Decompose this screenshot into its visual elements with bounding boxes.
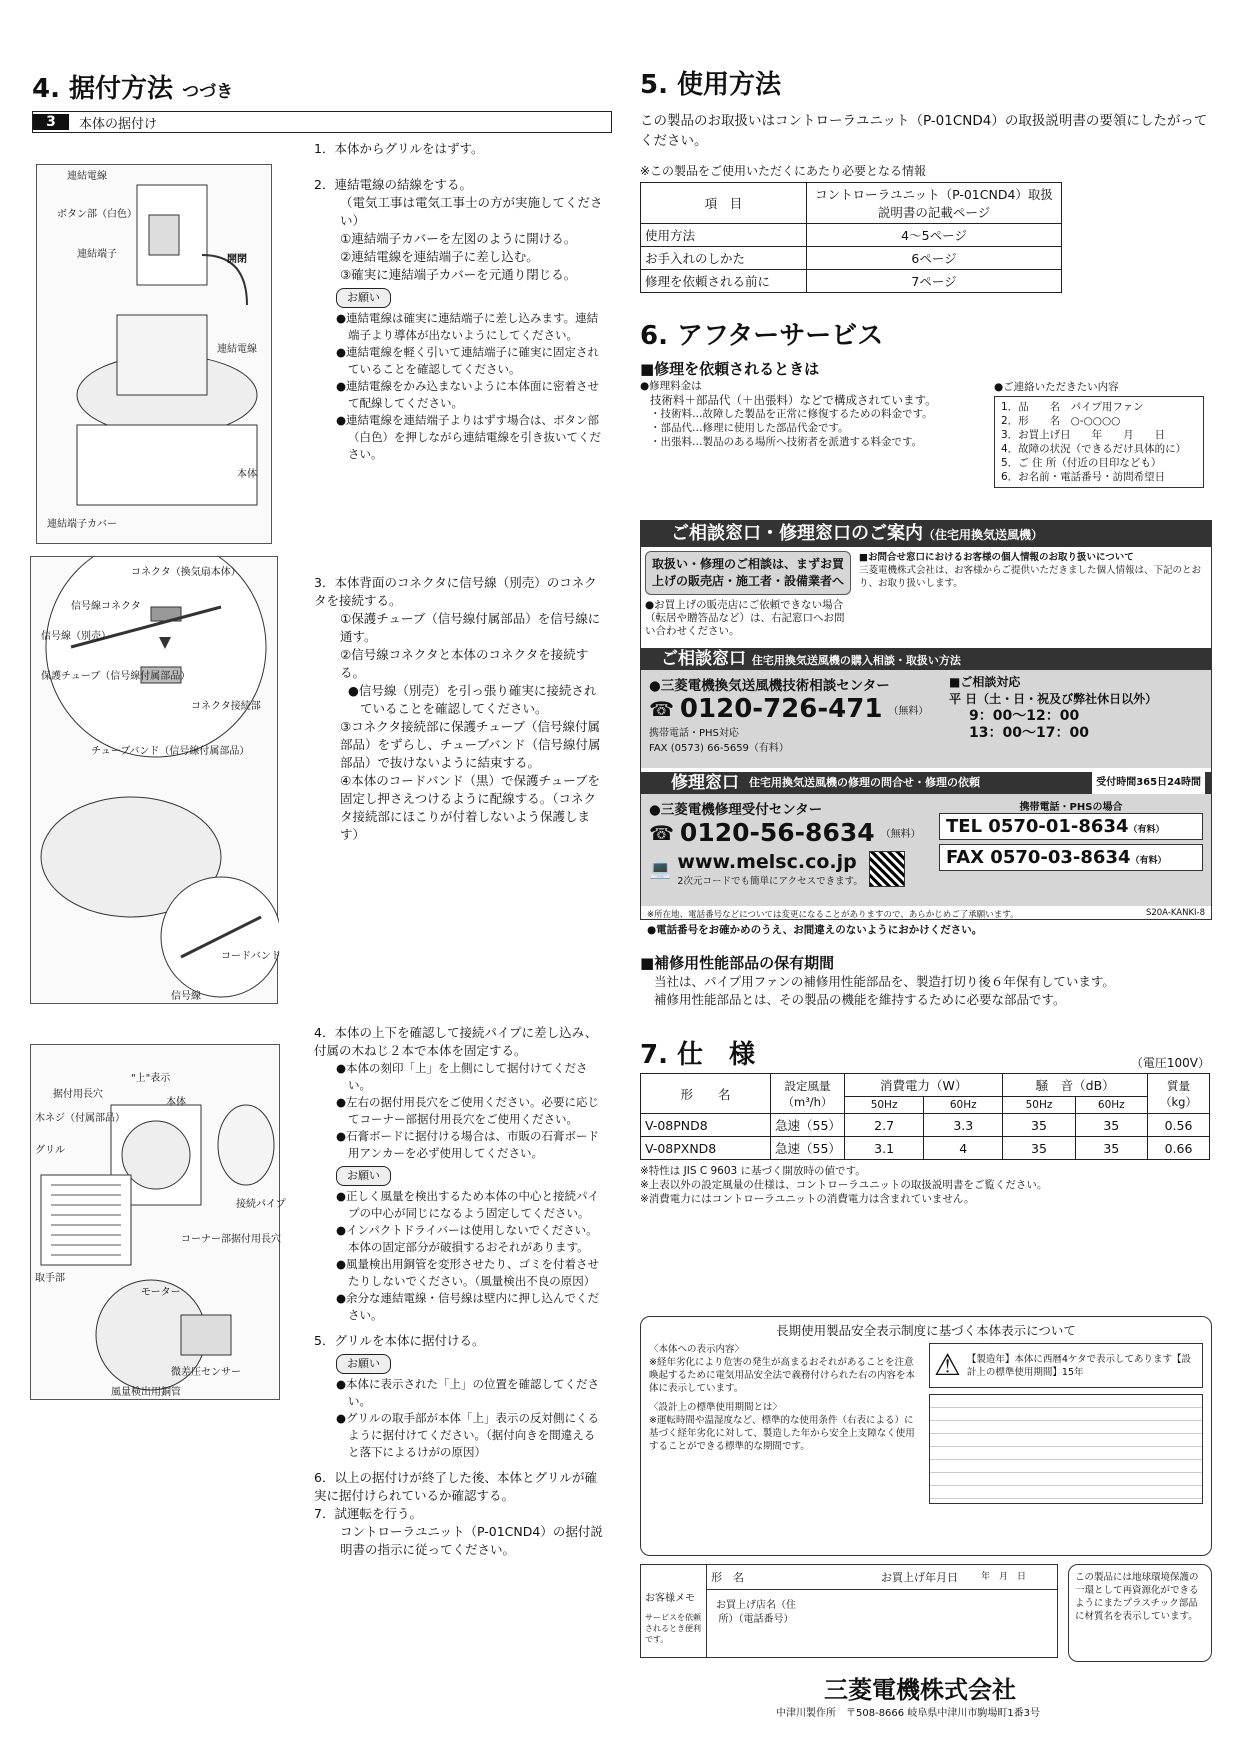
step2-item: ③確実に連結端子カバーを元通り閉じる。	[340, 267, 577, 282]
spec-notes: ※特性は JIS C 9603 に基づく開放時の値です。 ※上表以外の設定風量の仕様は、コントローラユニットの取扱説明書をご覧ください。 ※消費電力にはコントローラユニットの消費電力は含まれていません。	[640, 1165, 1048, 1205]
recycle-note: この製品には地球環境保護の一環として再資源化ができるようにまたプラスチック部品に材質名を表示しています。	[1068, 1564, 1212, 1662]
fig-label: コネクタ接続部	[191, 701, 261, 712]
section5-title: 5. 使用方法	[640, 70, 782, 100]
step3-item: ④本体のコードバンド（黒）で保護チューブを固定し押さえつけるように配線する。（コネクタ接続部にほこりが付着しないよう保護します）	[340, 773, 600, 842]
footnote2: ●電話番号をお確かめのうえ、お間違えのないようにおかけください。	[647, 924, 983, 936]
step6: 6．以上の据付けが終了した後、本体とグリルが確実に据付けられているか確認する。	[314, 1470, 597, 1503]
fig-label: コードバンド	[221, 951, 281, 962]
grey-note: ●お買上げの販売店にご依頼できない場合（転居や贈答品など）は、右記窓口へお問い合わせください。	[645, 599, 845, 637]
intro5: この製品のお取扱いはコントローラユニット（P-01CND4）の取扱説明書の要領にしたがってください。	[640, 113, 1208, 149]
caution-bullet: ●連結電線を軽く引いて連結端子に確実に固定されていることを確認してください。	[336, 345, 600, 376]
fig-label: モーター	[141, 1287, 181, 1298]
figure-install	[30, 1044, 286, 1400]
voltage: （電圧100V）	[1130, 1056, 1210, 1070]
fig-label: コネクタ（換気扇本体）	[131, 567, 241, 578]
repair-head: ■修理を依頼されるときは	[640, 360, 820, 378]
step7-note: コントローラユニット（P-01CND4）の据付説明書の指示に従ってください。	[340, 1524, 603, 1557]
freedial-icon: ☎	[649, 820, 674, 845]
spec-section	[640, 1034, 1210, 1206]
repair-row	[640, 379, 1210, 488]
step2: 2．連結電線の結線をする。	[314, 177, 472, 192]
company-address: 中津川製作所 〒508-8666 岐阜県中津川市駒場町1番3号	[776, 1708, 1041, 1719]
onegai-tag: お願い	[336, 1354, 391, 1374]
fig-label: 木ネジ（付属部品）	[35, 1113, 125, 1124]
fig-label: 風量検出用銅管	[111, 1387, 181, 1398]
consult-phone[interactable]: 0120-726-471	[679, 694, 883, 724]
caution-bullet: ●連結電線を連結端子よりはずす場合は、ボタン部（白色）を押しながら連結電線を引き抜いてください。	[336, 413, 601, 461]
step3-item: ③コネクタ接続部に保護チューブ（信号線付属部品）をずらし、チューブバンド（信号線付属部品）で抜けないように結束する。	[340, 719, 601, 770]
step4: 4．本体の上下を確認して接続パイプに差し込み、付属の木ねじ２本で本体を固定する。	[314, 1025, 598, 1058]
standard-conditions-table	[929, 1394, 1203, 1504]
grey-box: 取扱い・修理のご相談は、まずお買上げの販売店・施工者・設備業者へ	[645, 551, 851, 595]
company-name: 三菱電機株式会社	[824, 1675, 1016, 1704]
tel-box: TEL 0570-01-8634（有料）	[939, 813, 1203, 840]
consult-banner: ご相談窓口・修理窓口のご案内（住宅用換気送風機）	[641, 521, 1211, 547]
repair-phone[interactable]: 0120-56-8634	[679, 818, 875, 847]
fig-label: グリル	[35, 1145, 65, 1156]
caution-bullet: ●インパクトドライバーは使用しないでください。本体の固定部分が破損するおそれがあります。	[336, 1223, 598, 1254]
fig-label: 連結端子	[77, 249, 117, 260]
step3-item: ②信号線コネクタと本体のコネクタを接続する。	[340, 647, 589, 680]
caution-bullet: ●グリルの取手部が本体「上」表示の反対側にくるように据付けてください。（据付向きを間違えると落下によるけがの原因）	[336, 1411, 600, 1459]
subsection-header: 3 本体の据付け	[32, 111, 612, 133]
table-row: V-08PND8 急速（55） 2.7 3.3 35 35 0.56	[641, 1114, 1210, 1137]
caution-bullet: ●本体に表示された「上」の位置を確認してください。	[336, 1377, 600, 1408]
fig-label: 信号線コネクタ	[71, 601, 141, 612]
step-list-4	[314, 1024, 604, 1559]
fig-label: 取手部	[35, 1273, 65, 1284]
fig-label: 微差圧センサー	[171, 1367, 241, 1378]
fig-label: 本体	[166, 1097, 186, 1108]
fig-label: ボタン部（白色）	[57, 209, 137, 220]
fig-label: チューブバンド（信号線付属部品）	[91, 746, 250, 757]
onegai-tag: お願い	[336, 288, 391, 308]
step-list-1	[314, 140, 604, 463]
wiring-diagram-icon	[37, 165, 273, 545]
warning-icon: ⚠	[934, 1348, 961, 1383]
consult-center: ●三菱電機換気送風機技術相談センター ☎ 0120-726-471 （無料） 携帯電話・PHS対応 FAX (0573) 66-5659（有料） ■ご相談対応 平 日（土・日・祝及び弊社休日以外） 9：00～12：00 13：00～17：00	[641, 670, 1211, 768]
step3-item: ●信号線（別売）を引っ張り確実に接続されていることを確認してください。	[348, 683, 597, 716]
step2-item: ②連結電線を連結端子に差し込む。	[340, 249, 539, 264]
table-row: V-08PXND8 急速（55） 3.1 4 35 35 0.66	[641, 1137, 1210, 1160]
computer-icon: 💻	[649, 858, 672, 880]
spec-table: 形 名 設定風量（m³/h） 消費電力（W） 騒 音（dB） 質量（kg） 50Hz 60Hz 50Hz 60Hz V-08PND8 急速（55） 2.7 3.3 35 35 0.56 V-08PXND8 急速（55） 3.1 4 35 35 0.66	[640, 1073, 1210, 1160]
step3-item: ①保護チューブ（信号線付属部品）を信号線に通す。	[340, 611, 601, 644]
fig-label: "上"表示	[131, 1073, 171, 1084]
contact-info: ●ご連絡いただきたい内容 1．品 名 パイプ用ファン 2．形 名 ○-○○○○ 3．お買上げ日 年 月 日 4．故障の状況（できるだけ具体的に） 5．ご 住 所（付近の目印なども） 6．お名前・電話番号・訪問希望日	[994, 379, 1204, 488]
warning-box: ⚠ 【製造年】本体に西暦4ケタで表示してあります【設計上の標準使用期間】15年	[929, 1343, 1203, 1388]
caution-bullet: ●余分な連結電線・信号線は壁内に押し込んでください。	[336, 1291, 600, 1322]
fig-label: 信号線（別売）	[41, 631, 111, 642]
customer-memo: お客様メモ サービスを依頼されるとき便利です。 形 名 お買上げ年月日 年 月 日 お買上げ店名（住 所）（電話番号）	[640, 1564, 1058, 1658]
qr-code-icon	[869, 851, 905, 887]
figure-wiring	[36, 164, 272, 544]
section7-title: 7. 仕 様	[640, 1040, 756, 1070]
left-column	[32, 68, 612, 133]
connector-diagram-icon	[31, 557, 279, 1005]
step2-item: ①連結端子カバーを左図のように開ける。	[340, 231, 577, 246]
caution-bullet: ●正しく風量を検出するため本体の中心と接続パイプの中心が同じになるよう固定してください。	[336, 1189, 600, 1220]
long-title: 長期使用製品安全表示制度に基づく本体表示について	[776, 1323, 1076, 1338]
footer	[800, 1670, 1040, 1705]
step7: 7．試運転を行う。	[314, 1506, 422, 1521]
long-term-safety	[640, 1316, 1212, 1556]
fig-label: 開閉	[227, 254, 247, 265]
consult-window-bar: ご相談窓口 住宅用換気送風機の購入相談・取扱い方法	[641, 648, 1211, 670]
fig-label: 接続パイプ	[236, 1199, 286, 1210]
consultation-block	[640, 520, 1212, 936]
step3: 3．本体背面のコネクタに信号線（別売）のコネクタを接続する。	[314, 575, 597, 608]
fig-label: 本体	[237, 469, 257, 480]
repair-center: ●三菱電機修理受付センター ☎ 0120-56-8634 （無料） 💻 www.melsc.co.jp 2次元コードでも簡単にアクセスできます。 携帯電話・PHSの場合 TEL 0570-01-8634（有料） FAX 0570-03-8634（有料）	[641, 794, 1211, 906]
repair-cost: ●修理料金は 技術料＋部品代（＋出張料）などで構成されています。 ・技術料…故障した製品を正常に修復するための料金です。 ・部品代…修理に使用した部品代金です。 ・出張料…製品のある場所へ技術者を派遣する料金です。	[640, 380, 937, 448]
long-left: 〈本体への表示内容〉 ※経年劣化により危害の発生が高まるおそれがあることを注意喚起するために電気用品安全法で義務付けられた右の内容を本体に表示しています。 〈設計上の標準使用期間とは〉 ※運転時間や温湿度など、標準的な使用条件（右表による）に基づく経年劣化に対して、製造した年から安全上支障なく使用することができる標準的な期間です。	[649, 1344, 916, 1452]
section6-title: 6. アフターサービス	[640, 321, 884, 351]
section4-title: 4. 据付方法 つづき	[32, 74, 234, 104]
fig-label: 連結電線	[217, 344, 257, 355]
step1: 1．本体からグリルをはずす。	[314, 141, 484, 156]
consult-intro	[641, 547, 1211, 642]
note5: ※この製品をご使用いただくにあたり必要となる情報	[640, 164, 927, 178]
usage-table: 項 目 コントローラユニット（P-01CND4）取扱説明書の記載ページ 使用方法 4～5ページ お手入れのしかた 6ページ 修理を依頼される前に 7ページ	[640, 182, 1062, 293]
fig-label: 連結電線	[67, 171, 107, 182]
fig-label: 信号線	[171, 991, 201, 1002]
caution-bullet: ●風量検出用銅管を変形させたり、ゴミを付着させたりしないでください。（風量検出不良の原因）	[336, 1257, 600, 1288]
fig-label: 保護チューブ（信号線付属部品）	[41, 671, 191, 682]
fig-label: 連結端子カバー	[47, 519, 117, 530]
step4-bullet: ●左右の据付用長穴をご使用ください。必要に応じてコーナー部据付用長穴をご使用ください。	[336, 1095, 600, 1126]
privacy: ■お問合せ窓口におけるお客様の個人情報のお取り扱いについて 三菱電機株式会社は、お客様からご提供いただきました個人情報は、下記のとおり、お取り扱いします。	[859, 552, 1202, 589]
caution-bullet: ●連結電線をかみ込まないように本体面に密着させて配線してください。	[336, 379, 600, 410]
fig-label: 据付用長穴	[53, 1089, 103, 1100]
figure-connector	[30, 556, 281, 1004]
step4-bullet: ●本体の刻印「上」を上側にして据付けてください。	[336, 1061, 588, 1092]
right-column	[640, 64, 1210, 488]
repair-window-bar: 修理窓口 住宅用換気送風機の修理の問合せ・修理の依頼 受付時間365日24時間	[641, 772, 1211, 794]
onegai-tag: お願い	[336, 1166, 391, 1186]
step2-note: （電気工事は電気工事士の方が実施してください）	[340, 195, 603, 228]
fax-box: FAX 0570-03-8634（有料）	[939, 844, 1203, 871]
caution-bullet: ●連結電線は確実に連結端子に差し込みます。連結端子より導体が出ないようにしてください。	[336, 311, 599, 342]
consult-footnote: ※所在地、電話番号などについては変更になることがありますので、あらかじめご了承願います。 S20A-KANKI-8	[647, 908, 1205, 920]
step4-bullet: ●石膏ボードに据付ける場合は、市販の石膏ボード用アンカーを必ず使用してください。	[336, 1129, 600, 1160]
step-list-3	[314, 574, 604, 844]
freedial-icon: ☎	[649, 697, 674, 721]
fig-label: コーナー部据付用長穴	[181, 1234, 281, 1245]
step5: 5．グリルを本体に据付ける。	[314, 1333, 485, 1348]
parts-section: ■補修用性能部品の保有期間 当社は、パイプ用ファンの補修用性能部品を、製造打切り後６年保有しています。 補修用性能部品とは、その製品の機能を維持するために必要な部品です。	[640, 954, 1115, 1007]
web-link[interactable]: www.melsc.co.jp	[677, 851, 857, 873]
